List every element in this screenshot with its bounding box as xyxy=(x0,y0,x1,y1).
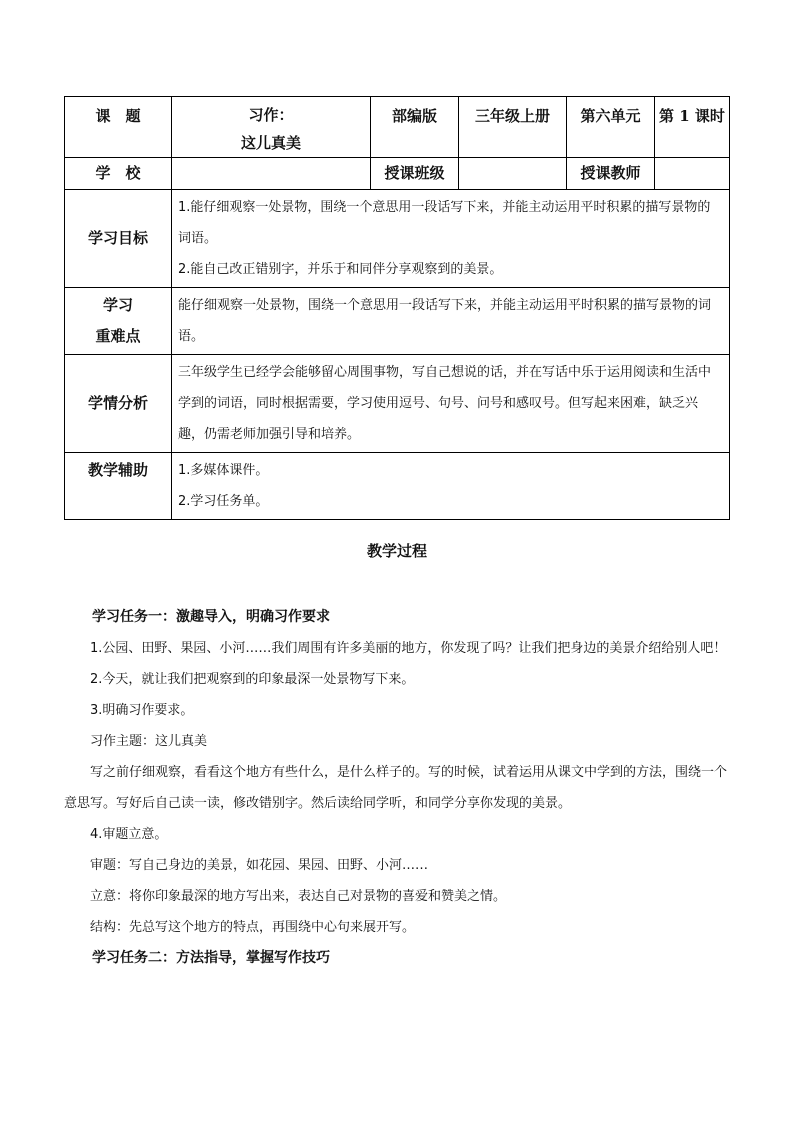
label-difficulty-line1: 学习 xyxy=(102,296,133,314)
label-difficulty-line2: 重难点 xyxy=(95,327,141,345)
teacher-value xyxy=(655,158,730,190)
label-teacher: 授课教师 xyxy=(567,158,655,190)
paragraph: 写之前仔细观察，看看这个地方有些什么，是什么样子的。写的时候，试着运用从课文中学到的方法，围绕一个意思写。写好后自己读一读，修改错别字。然后读给同学听，和同学分享你发现的美景。 xyxy=(64,765,728,811)
goal-item: 1.能仔细观察一处景物，围绕一个意思用一段话写下来，并能主动运用平时积累的描写景物的词语。 xyxy=(178,200,711,246)
paragraph: 1.公园、田野、果园、小河……我们周围有许多美丽的地方，你发现了吗？让我们把身边的美景介绍给别人吧！ xyxy=(90,641,727,656)
table-row-analysis xyxy=(65,355,730,453)
paragraph: 立意：将你印象最深的地方写出来，表达自己对景物的喜爱和赞美之情。 xyxy=(90,889,507,904)
label-topic: 课 题 xyxy=(65,97,172,158)
table-row-difficulty xyxy=(65,288,730,355)
table-row-aids xyxy=(65,453,730,520)
goal-item: 2.能自己改正错别字，并乐于和同伴分享观察到的美景。 xyxy=(178,262,503,277)
lesson-number: 第 1 课时 xyxy=(655,97,730,158)
label-aids: 教学辅助 xyxy=(65,453,172,520)
unit: 第六单元 xyxy=(567,97,655,158)
label-class: 授课班级 xyxy=(371,158,459,190)
class-value xyxy=(459,158,567,190)
label-difficulty xyxy=(65,288,172,355)
task2-heading: 学习任务二：方法指导，掌握写作技巧 xyxy=(92,950,330,966)
label-school: 学 校 xyxy=(65,158,172,190)
section-title: 教学过程 xyxy=(366,542,427,560)
lesson-title-line1: 习作： xyxy=(248,106,294,124)
lesson-title xyxy=(172,97,371,158)
edition: 部编版 xyxy=(371,97,459,158)
paragraph: 2.今天，就让我们把观察到的印象最深一处景物写下来。 xyxy=(90,672,415,687)
task1-heading: 学习任务一：激趣导入，明确习作要求 xyxy=(92,609,330,625)
table-row-goals xyxy=(65,190,730,288)
paragraph: 4.审题立意。 xyxy=(90,827,168,842)
goals-content xyxy=(172,190,730,288)
label-analysis: 学情分析 xyxy=(65,355,172,453)
analysis-content: 三年级学生已经学会能够留心周围事物，写自己想说的话，并在写话中乐于运用阅读和生活中学到的词语，同时根据需要，学习使用逗号、句号、问号和感叹号。但写起来困难，缺乏兴趣，仍需老师加强引导和培养。 xyxy=(172,355,730,453)
aids-content xyxy=(172,453,730,520)
paragraph: 结构：先总写这个地方的特点，再围绕中心句来展开写。 xyxy=(90,920,416,935)
aid-item: 1.多媒体课件。 xyxy=(178,463,269,478)
lesson-title-line2: 这儿真美 xyxy=(240,134,301,152)
label-goals: 学习目标 xyxy=(65,190,172,288)
paragraph: 习作主题：这儿真美 xyxy=(90,734,208,749)
grade: 三年级上册 xyxy=(459,97,567,158)
table-row-title xyxy=(65,97,730,158)
lesson-info-table xyxy=(64,96,730,520)
school-value xyxy=(172,158,371,190)
difficulty-content: 能仔细观察一处景物，围绕一个意思用一段话写下来，并能主动运用平时积累的描写景物的词语。 xyxy=(172,288,730,355)
aid-item: 2.学习任务单。 xyxy=(178,494,269,509)
process-content xyxy=(64,602,729,974)
table-row-school xyxy=(65,158,730,190)
paragraph: 3.明确习作要求。 xyxy=(90,703,194,718)
paragraph: 审题：写自己身边的美景，如花园、果园、田野、小河…… xyxy=(90,858,429,873)
